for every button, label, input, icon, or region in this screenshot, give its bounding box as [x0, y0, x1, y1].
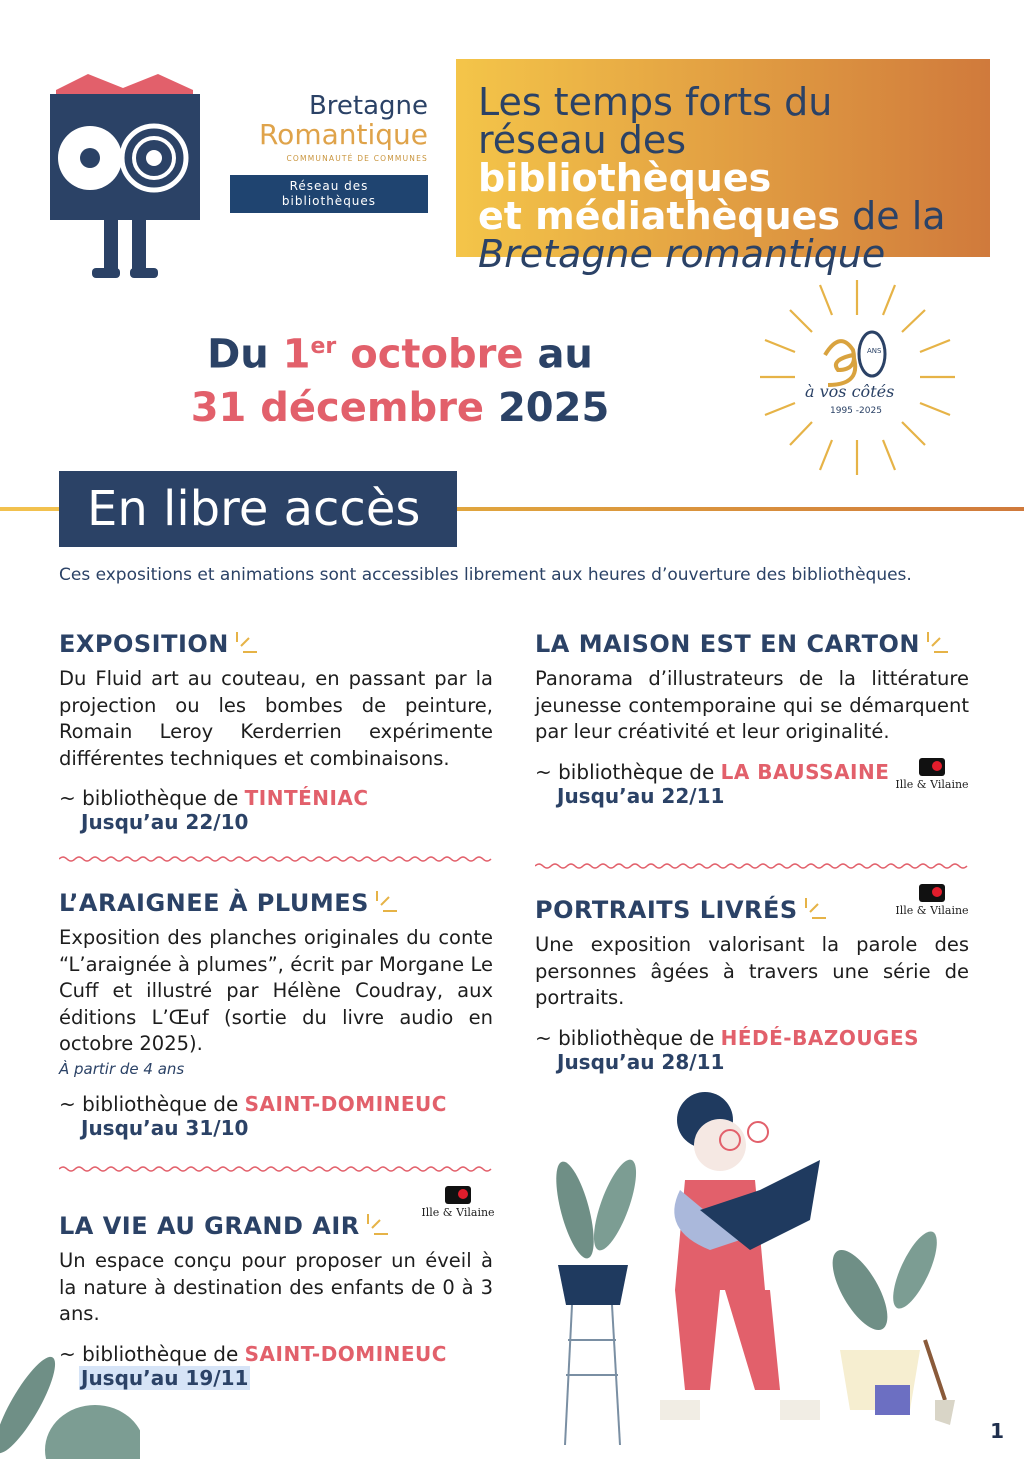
date-year: 2025 [484, 385, 610, 432]
event-until: Jusqu’au 22/10 [81, 810, 249, 834]
event-title: L’ARAIGNEE À PLUMES [59, 889, 369, 917]
wavy-divider [59, 855, 493, 863]
location-name: TINTÉNIAC [244, 786, 369, 810]
logo-text-bretagne: Bretagne [308, 91, 428, 121]
section-rule-left [0, 507, 60, 511]
ille-vilaine-logo [418, 1186, 498, 1219]
dept-logo-text: Ille & Vilaine [895, 778, 969, 791]
event-title: PORTRAITS LIVRÉS [535, 896, 798, 924]
reading-girl-illustration [530, 1090, 970, 1450]
location-name: SAINT-DOMINEUC [244, 1091, 447, 1116]
location-name: LA BAUSSAINE [720, 759, 890, 784]
event-age-note: À partir de 4 ans [59, 1059, 185, 1078]
banner-text-bold: et médiathèques [478, 194, 841, 238]
date-end: 31 décembre [190, 385, 485, 432]
anniversary-badge [750, 270, 965, 485]
event-until: Jusqu’au 28/11 [557, 1049, 725, 1074]
date-first: 1 [282, 331, 311, 378]
event-description: Exposition des planches originales du conte “L’araignée à plumes”, écrit par Morgane Le Cuff et illustré par Hélène Coudray, aux éditions L’Œuf (sortie du livre audio en octobre 2025). [59, 926, 493, 1055]
event-description: Du Fluid art au couteau, en passant par la projection ou les bombes de peinture, Romain Leroy Kerderrien expérimente différentes techniques et combinaisons. [59, 667, 493, 770]
ille-vilaine-logo [892, 884, 972, 917]
sparkle-icon [920, 630, 950, 656]
date-month-start: octobre [336, 331, 524, 378]
sparkle-icon [229, 630, 259, 656]
location-name: SAINT-DOMINEUC [244, 1341, 447, 1366]
event-until: Jusqu’au 31/10 [81, 1115, 249, 1140]
banner-line-4: Bretagne romantique [478, 232, 886, 276]
wavy-divider [535, 862, 969, 870]
wavy-divider [59, 1165, 493, 1173]
network-badge [230, 175, 428, 213]
event-exposition [59, 630, 493, 834]
event-until: Jusqu’au 19/11 [81, 1365, 249, 1390]
anniversary-ans: ANS [867, 347, 882, 355]
logo-text-romantique: Romantique [258, 118, 428, 151]
location-prefix: ~ bibliothèque de [535, 1025, 721, 1050]
event-location [59, 786, 493, 810]
anniversary-tagline: à vos côtés [805, 382, 895, 401]
banner-line-2 [478, 118, 968, 200]
section-intro: Ces expositions et animations sont accessibles librement aux heures d’ouverture des bibliothèques. [59, 565, 912, 585]
network-label-1: Réseau des [289, 179, 369, 193]
event-description: Un espace conçu pour proposer un éveil à la nature à destination des enfants de 0 à 3 ans. [59, 1249, 493, 1325]
banner-text: de la [840, 194, 946, 238]
ille-vilaine-logo [892, 758, 972, 791]
sparkle-icon [360, 1212, 390, 1238]
section-heading: En libre accès [59, 471, 457, 547]
date-range [190, 320, 610, 435]
dept-logo-text: Ille & Vilaine [895, 904, 969, 917]
event-title: LA MAISON EST EN CARTON [535, 630, 920, 658]
event-araignee [59, 889, 493, 1140]
bretagne-romantique-logo [230, 92, 428, 213]
banner-line-1: Les temps forts du [478, 80, 833, 124]
banner-line-3 [478, 194, 968, 238]
sparkle-icon [798, 896, 828, 922]
event-description: Panorama d’illustrateurs de la littérature jeunesse contemporaine qui se démarquent par leur créativité et leur originalité. [535, 667, 969, 743]
logo-subtitle: COMMUNAUTÉ DE COMMUNES [286, 154, 428, 163]
section-rule-right [456, 507, 1024, 511]
banner-text-bold: bibliothèques [478, 156, 772, 200]
anniversary-years: 1995 -2025 [830, 406, 882, 416]
network-label-2: bibliothèques [281, 194, 377, 208]
location-prefix: ~ bibliothèque de [59, 1341, 245, 1366]
sunburst-icon [750, 270, 965, 485]
dept-logo-text: Ille & Vilaine [421, 1206, 495, 1219]
event-portraits-livres [535, 896, 969, 1074]
location-prefix: ~ bibliothèque de [59, 1091, 245, 1116]
date-du: Du [207, 331, 283, 378]
location-prefix: ~ bibliothèque de [535, 759, 721, 784]
banner-text: réseau des [478, 118, 687, 162]
location-prefix: ~ bibliothèque de [59, 786, 245, 810]
sparkle-icon [369, 889, 399, 915]
location-name: HÉDÉ-BAZOUGES [720, 1025, 920, 1050]
library-mascot-logo [48, 68, 203, 283]
event-title: LA VIE AU GRAND AIR [59, 1212, 360, 1240]
page-number: 1 [990, 1419, 1004, 1443]
event-until: Jusqu’au 22/11 [557, 783, 725, 808]
date-au: au [523, 331, 593, 378]
leaf-decoration [0, 1345, 140, 1459]
event-title: EXPOSITION [59, 630, 229, 658]
event-location [535, 1026, 969, 1050]
date-er: er [310, 334, 337, 359]
event-location [59, 1092, 493, 1116]
event-description: Une exposition valorisant la parole des personnes âgées à travers une série de portraits. [535, 933, 969, 1009]
title-banner [456, 59, 990, 276]
